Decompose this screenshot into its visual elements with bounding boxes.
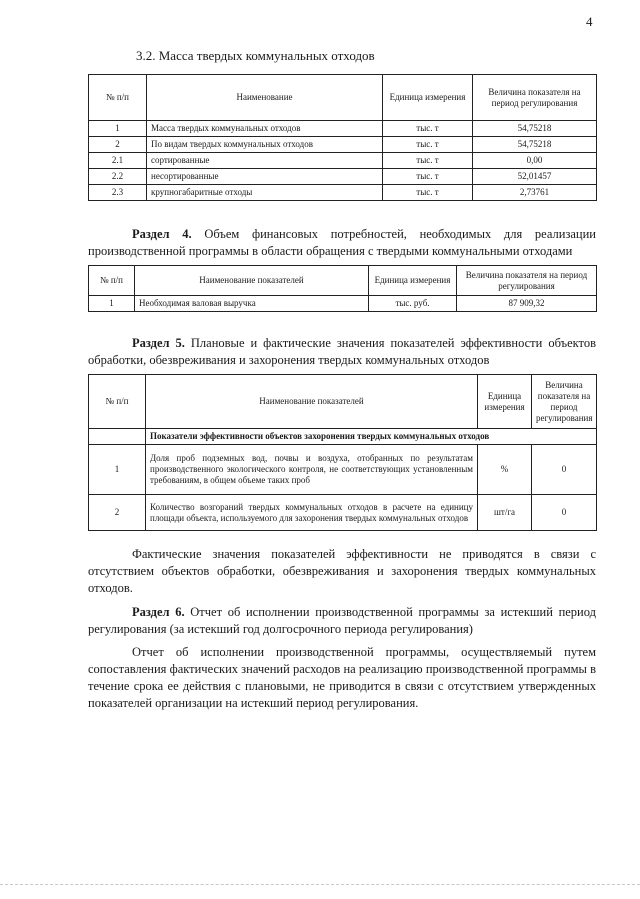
column-header: Величина показателя на период регулирования xyxy=(532,375,597,429)
cell-number: 2 xyxy=(89,495,146,531)
cell-value: 54,75218 xyxy=(473,121,597,137)
section-5-title xyxy=(88,335,596,369)
column-header: Единица измерения xyxy=(369,266,457,296)
table-row xyxy=(89,169,597,185)
cell-unit: тыс. т xyxy=(383,153,473,169)
column-header: Наименование показателей xyxy=(146,375,478,429)
column-header: Величина показателя на период регулирования xyxy=(457,266,597,296)
table-header-row xyxy=(89,375,597,429)
cell-unit: тыс. т xyxy=(383,121,473,137)
efficiency-indicators-table xyxy=(88,374,597,531)
cell-unit: тыс. т xyxy=(383,185,473,201)
cell-number: 2.2 xyxy=(89,169,147,185)
cell-number: 2 xyxy=(89,137,147,153)
table-header-row xyxy=(89,75,597,121)
table-header-row xyxy=(89,266,597,296)
cell-value: 0 xyxy=(532,495,597,531)
cell-number: 1 xyxy=(89,296,135,312)
section-5-text: Плановые и фактические значения показателей эффективности объектов обработки, обезвреживания и захоронения твердых коммунальных отходов xyxy=(88,336,596,367)
table-row xyxy=(89,296,597,312)
cell-unit: тыс. т xyxy=(383,137,473,153)
cell-name: несортированные xyxy=(147,169,383,185)
table-row xyxy=(89,495,597,531)
page-bottom-divider xyxy=(0,884,640,885)
cell-name: По видам твердых коммунальных отходов xyxy=(147,137,383,153)
section-5-note: Фактические значения показателей эффективности не приводятся в связи с отсутствием объектов обработки, обезвреживания и захоронения твердых коммунальных отходов. xyxy=(88,547,596,595)
cell-value: 0 xyxy=(532,445,597,495)
page-number: 4 xyxy=(586,14,593,29)
cell-name: Масса твердых коммунальных отходов xyxy=(147,121,383,137)
column-header: № п/п xyxy=(89,266,135,296)
table-group-row xyxy=(89,429,597,445)
cell-value: 54,75218 xyxy=(473,137,597,153)
table-row xyxy=(89,121,597,137)
cell-unit: шт/га xyxy=(478,495,532,531)
table-row xyxy=(89,137,597,153)
cell-number: 1 xyxy=(89,121,147,137)
column-header: № п/п xyxy=(89,375,146,429)
section-3-2-heading: 3.2. Масса твердых коммунальных отходов xyxy=(136,48,375,63)
cell-name: Количество возгораний твердых коммунальных отходов в расчете на единицу площади объекта, используемого для захоронения твердых коммунальных отходов xyxy=(146,495,478,531)
cell-number: 2.1 xyxy=(89,153,147,169)
column-header: Единица измерения xyxy=(383,75,473,121)
section-6-body: Отчет об исполнении производственной программы, осуществляемый путем сопоставления фактических значений расходов на реализацию производственной программы в течение срока ее действия с плановыми, не приводится в связи с отсутствием утвержденных показателей организации на истекший период регулирования. xyxy=(88,645,596,710)
section-5-label: Раздел 5. xyxy=(132,336,185,350)
table-row xyxy=(89,153,597,169)
column-header: Величина показателя на период регулирования xyxy=(473,75,597,121)
column-header: Наименование показателей xyxy=(135,266,369,296)
group-title: Показатели эффективности объектов захоронения твердых коммунальных отходов xyxy=(146,429,597,445)
section-4-label: Раздел 4. xyxy=(132,227,192,241)
cell-name: Доля проб подземных вод, почвы и воздуха, отобранных по результатам производственного экологического контроля, не соответствующих установленным требованиям, в общем объеме таких проб xyxy=(146,445,478,495)
table-row xyxy=(89,445,597,495)
column-header: № п/п xyxy=(89,75,147,121)
column-header: Единица измерения xyxy=(478,375,532,429)
cell-number: 2.3 xyxy=(89,185,147,201)
financial-needs-table xyxy=(88,265,597,312)
table-row xyxy=(89,185,597,201)
cell-value: 87 909,32 xyxy=(457,296,597,312)
cell-name: крупногабаритные отходы xyxy=(147,185,383,201)
section-6-label: Раздел 6. xyxy=(132,605,185,619)
column-header: Наименование xyxy=(147,75,383,121)
cell-number: 1 xyxy=(89,445,146,495)
cell-value: 52,01457 xyxy=(473,169,597,185)
cell-name: сортированные xyxy=(147,153,383,169)
cell-unit: тыс. руб. xyxy=(369,296,457,312)
cell-value: 0,00 xyxy=(473,153,597,169)
section-4-title xyxy=(88,226,596,260)
section-6-text: Отчет об исполнении производственной программы за истекший период регулирования (за истекший год долгосрочного периода регулирования) xyxy=(88,605,597,636)
cell-name: Необходимая валовая выручка xyxy=(135,296,369,312)
cell-unit: тыс. т xyxy=(383,169,473,185)
section-4-text: Объем финансовых потребностей, необходимых для реализации производственной программы в области обращения с твердыми коммунальными отходами xyxy=(88,227,596,258)
section-6-title xyxy=(88,604,596,638)
cell-unit: % xyxy=(478,445,532,495)
cell-value: 2,73761 xyxy=(473,185,597,201)
waste-mass-table xyxy=(88,74,597,201)
